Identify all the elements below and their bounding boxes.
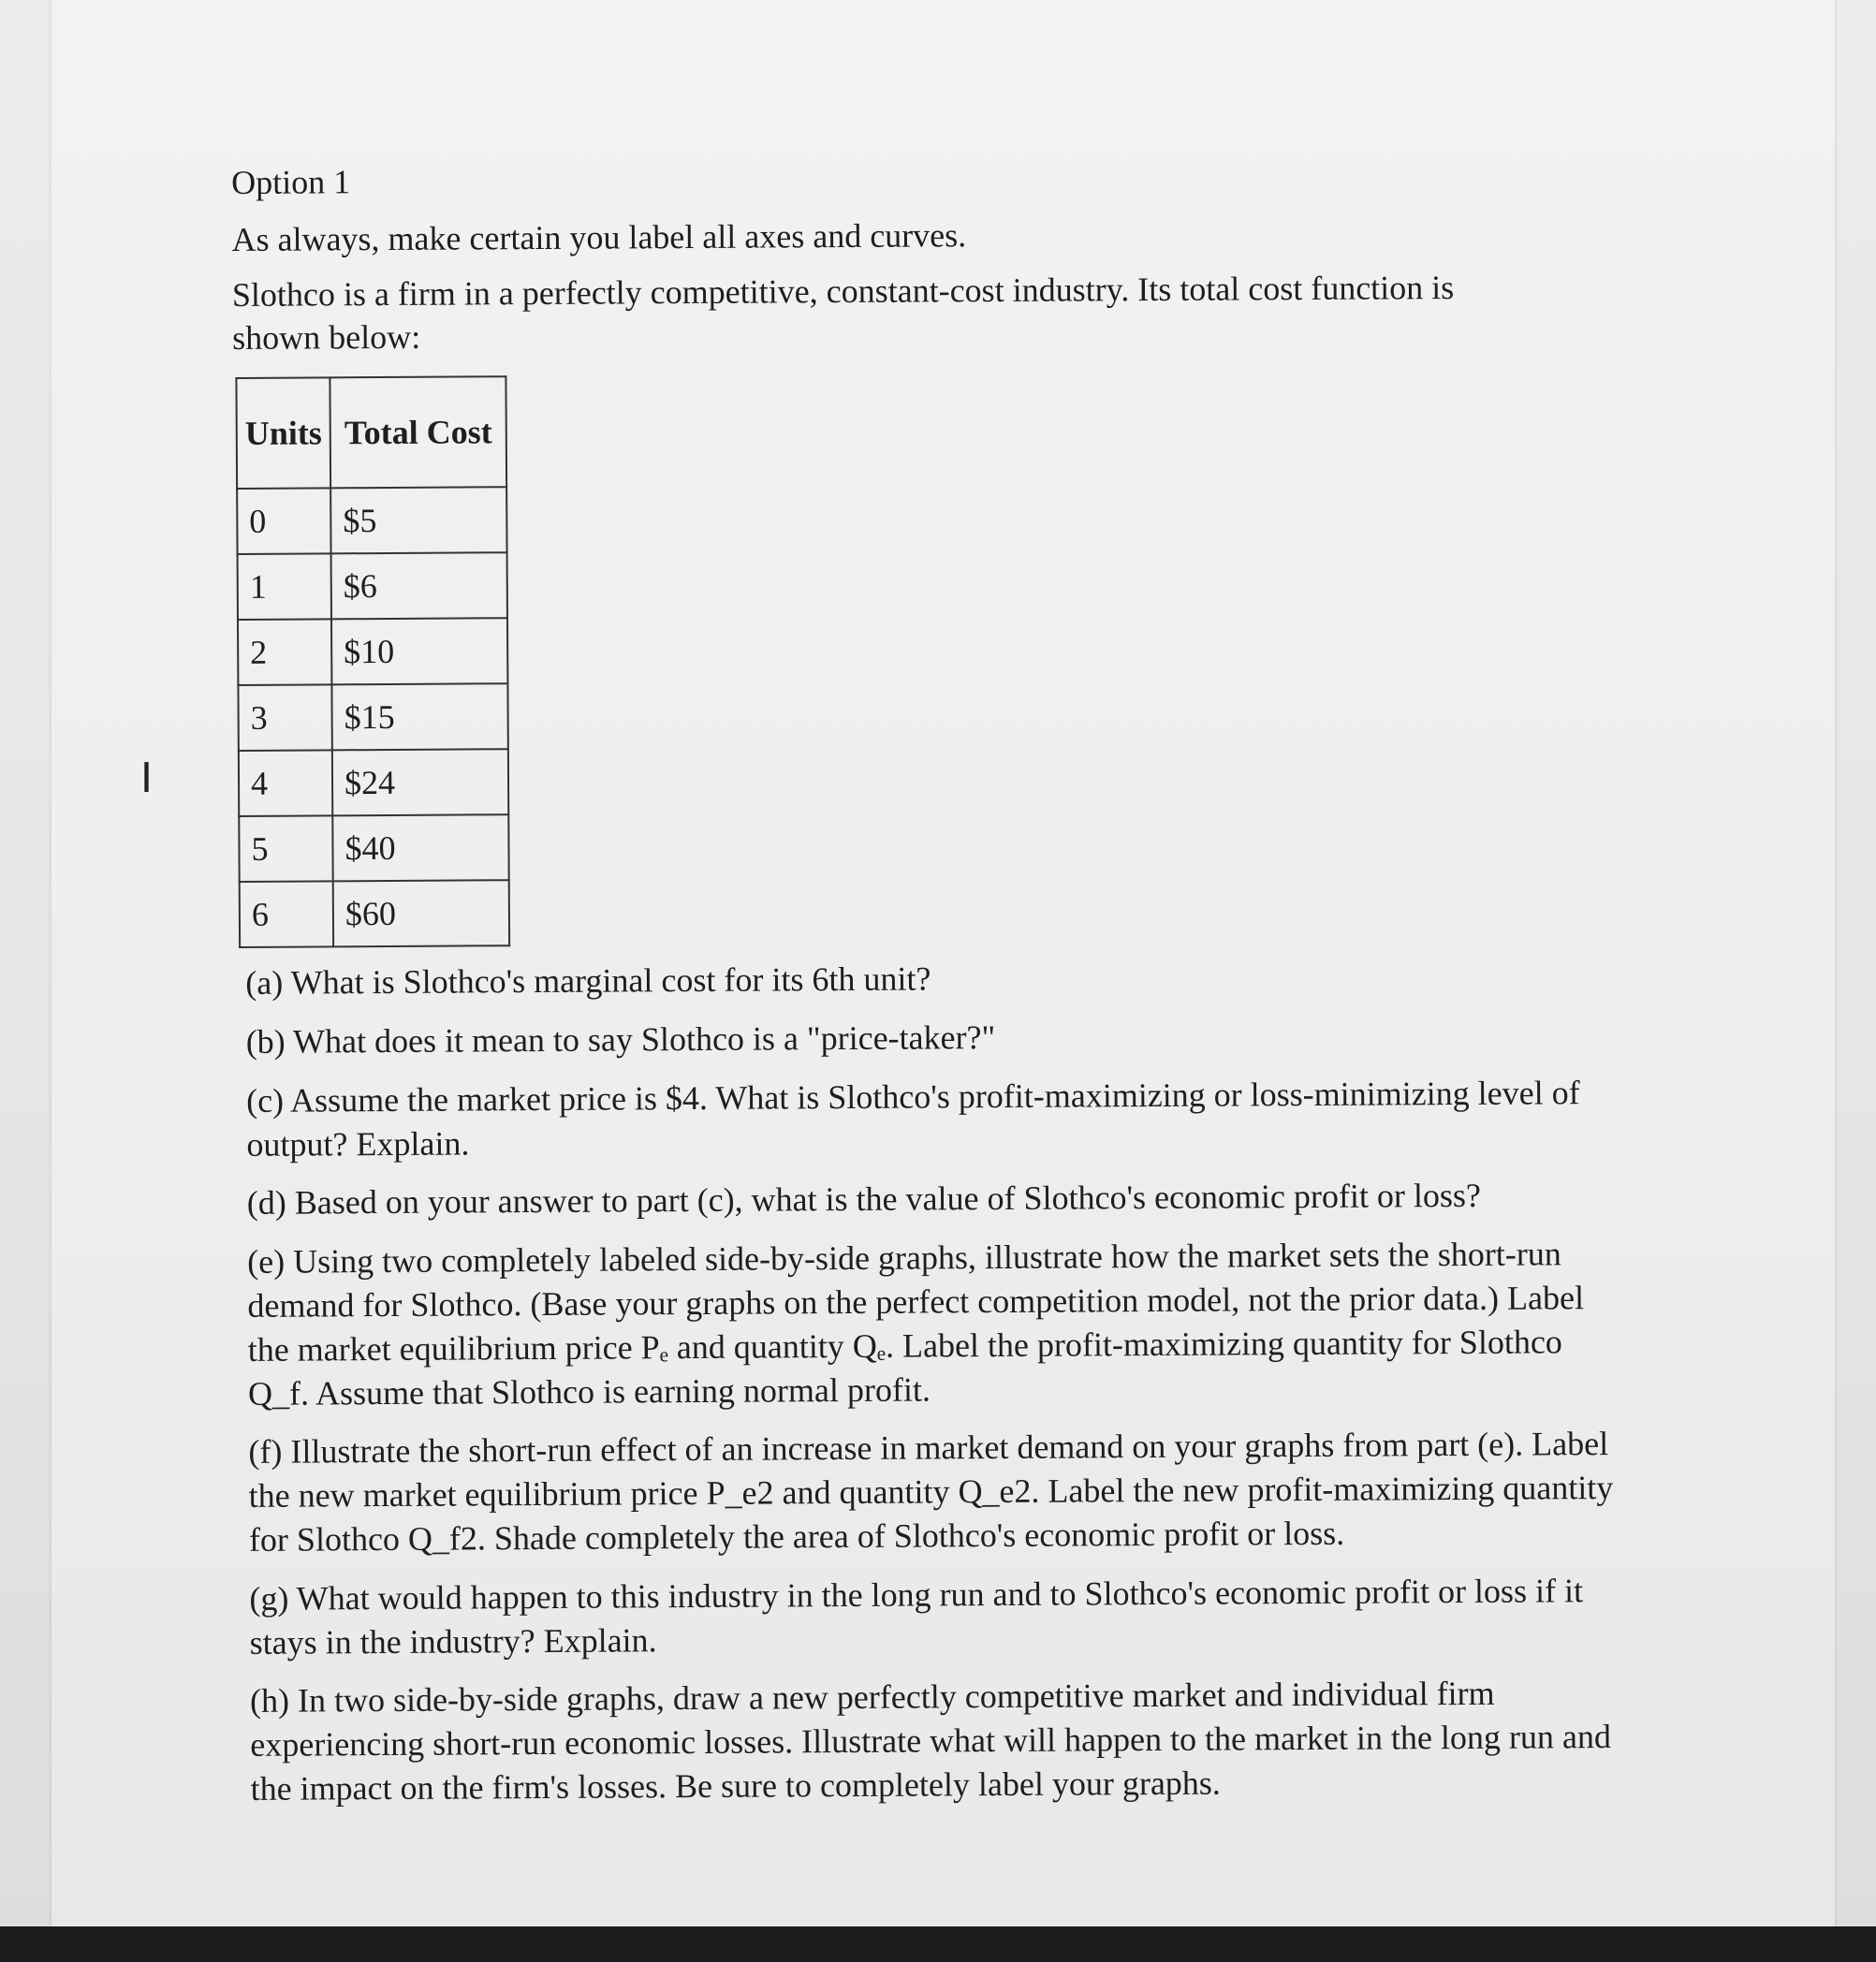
document-content — [231, 153, 1646, 1826]
question-h: (h) In two side-by-side graphs, draw a new perfectly competitive market and individual firm experiencing short-run economic losses. Illustrate what will happen to the market in the long run and the impact on the firm's losses. Be sure to completely label your graphs. — [249, 1675, 1612, 1808]
document-heading: Option 1 — [231, 163, 351, 201]
question-e: (e) Using two completely labeled side-by-side graphs, illustrate how the market sets the short-run demand for Slothco. (Base your graphs on the perfect competition model, not the prior data.) Label the market equilibrium price Pₑ and quantity Qₑ. Label the profit-maximizing quantity for Slothco Q_f. Assume that Slothco is earning normal profit. — [247, 1235, 1585, 1413]
units-cell: 1 — [238, 554, 331, 621]
units-cell: 0 — [237, 489, 330, 555]
monitor-bezel — [0, 1926, 1876, 1962]
total-cost-column-header: Total Cost — [330, 376, 506, 488]
units-cell: 5 — [239, 816, 332, 883]
table-row — [238, 552, 507, 620]
question-list — [245, 953, 1627, 1811]
question-c: (c) Assume the market price is $4. What is Slothco's profit-maximizing or loss-minimizing level of output? Explain. — [246, 1073, 1580, 1164]
total-cost-cell: $10 — [331, 618, 507, 684]
question-b: (b) What does it mean to say Slothco is a "price-taker?" — [245, 1018, 996, 1061]
units-cell: 4 — [239, 751, 332, 817]
total-cost-cell: $5 — [330, 487, 506, 553]
question-f: (f) Illustrate the short-run effect of an increase in market demand on your graphs from part (e). Label the new market equilibrium price P_e2 and quantity Q_e2. Label the new profit-maximizing quantity for Slothco Q_f2. Shade completely the area of Slothco's economic profit or loss. — [248, 1425, 1614, 1559]
units-cell: 6 — [240, 882, 333, 948]
question-a: (a) What is Slothco's marginal cost for its 6th unit? — [245, 959, 931, 1003]
table-row — [240, 880, 509, 947]
instructions-text: As always, make certain you label all axes and curves. — [231, 216, 967, 258]
question-d: (d) Based on your answer to part (c), what is the value of Slothco's economic profit or loss? — [246, 1177, 1482, 1223]
total-cost-cell: $6 — [331, 552, 507, 619]
question-g: (g) What would happen to this industry in the long run and to Slothco's economic profit or loss if it stays in the industry? Explain. — [249, 1571, 1584, 1662]
table-row — [238, 618, 507, 685]
units-cell: 3 — [238, 685, 331, 752]
total-cost-cell: $24 — [332, 749, 508, 815]
table-row — [239, 749, 508, 816]
text-cursor-icon: I — [140, 754, 153, 802]
total-cost-cell: $40 — [332, 814, 508, 881]
problem-lead: Slothco is a firm in a perfectly competitive, constant-cost industry. Its total cost function is shown below: — [231, 268, 1455, 358]
total-cost-cell: $15 — [331, 683, 507, 750]
table-header-row — [236, 376, 506, 489]
units-column-header: Units — [236, 378, 330, 490]
table-row — [239, 814, 508, 882]
total-cost-table — [235, 375, 510, 948]
table-row — [238, 683, 507, 751]
table-row — [237, 487, 506, 554]
total-cost-cell: $60 — [333, 880, 509, 946]
units-cell: 2 — [238, 620, 331, 686]
